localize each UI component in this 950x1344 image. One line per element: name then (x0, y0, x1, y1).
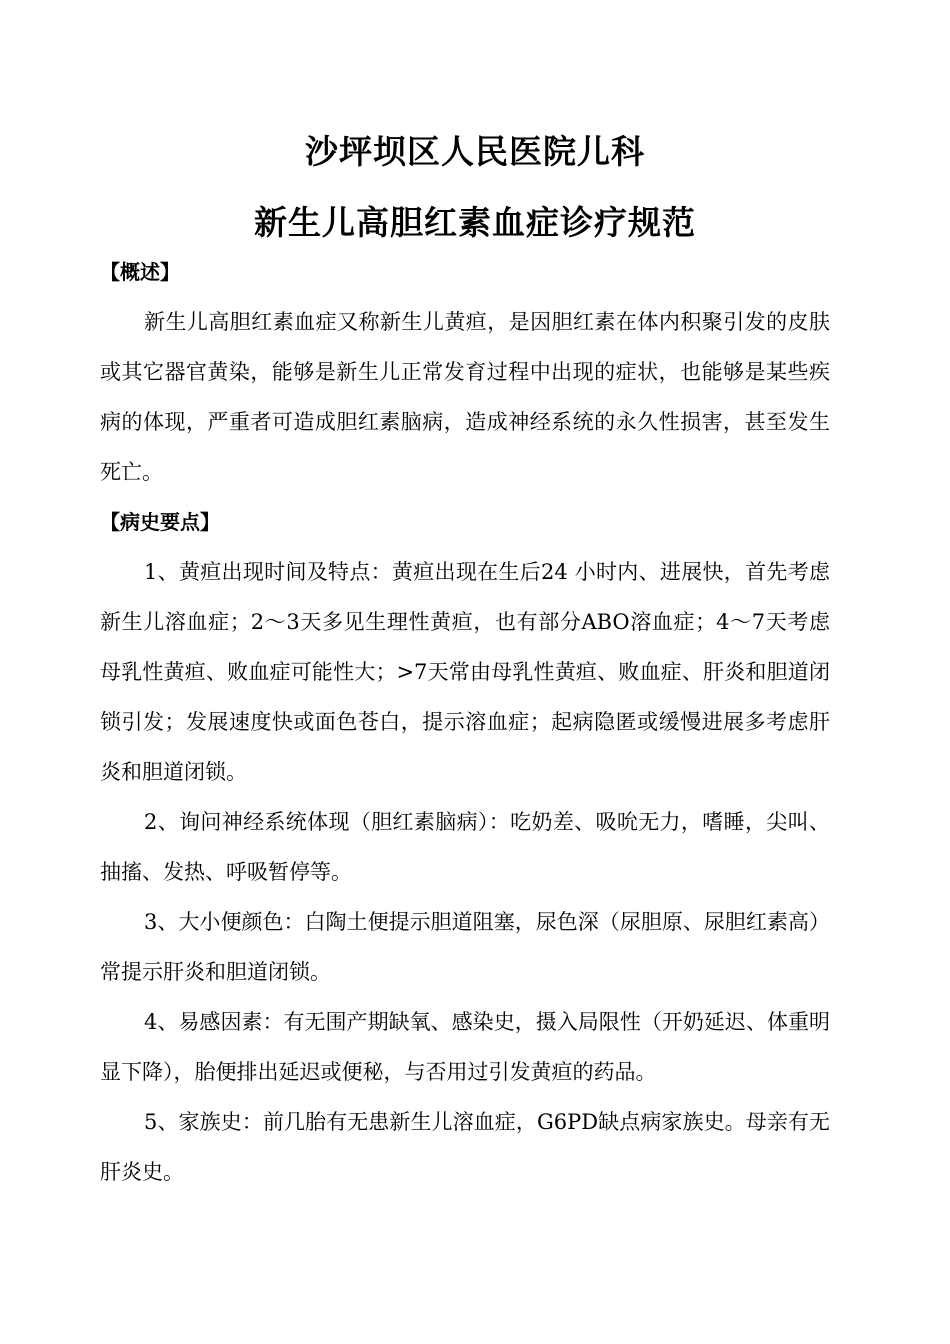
section-heading-overview: 【概述】 (100, 260, 180, 284)
history-item-risk-factors: 4、易感因素：有无围产期缺氧、感染史，摄入局限性（开奶延迟、体重明显下降），胎便排出延迟或便秘，与否用过引发黄疸的药品。 (100, 1010, 830, 1084)
section-heading-history: 【病史要点】 (100, 510, 220, 534)
history-item-family: 5、家族史：前几胎有无患新生儿溶血症，G6PD缺点病家族史。母亲有无肝炎史。 (100, 1110, 830, 1184)
overview-paragraph: 新生儿高胆红素血症又称新生儿黄疸，是因胆红素在体内积聚引发的皮肤或其它器官黄染，能够是新生儿正常发育过程中出现的症状，也能够是某些疾病的体现，严重者可造成胆红素脑病，造成神经系统的永久性损害，甚至发生死亡。 (100, 310, 830, 484)
document-title-hospital: 沙坪坝区人民医院儿科 (305, 132, 645, 171)
history-item-neuro: 2、询问神经系统体现（胆红素脑病）：吃奶差、吸吮无力，嗜睡，尖叫、抽搐、发热、呼吸暂停等。 (100, 810, 830, 884)
history-item-onset: 1、黄疸出现时间及特点：黄疸出现在生后24 小时内、进展快，首先考虑新生儿溶血症；2～3天多见生理性黄疸，也有部分ABO溶血症；4～7天考虑母乳性黄疸、败血症可能性大；>7天常由母乳性黄疸、败血症、肝炎和胆道闭锁引发；发展速度快或面色苍白，提示溶血症；起病隐匿或缓慢进展多考虑肝炎和胆道闭锁。 (100, 560, 830, 784)
history-item-stool-urine: 3、大小便颜色：白陶土便提示胆道阻塞，尿色深（尿胆原、尿胆红素高）常提示肝炎和胆道闭锁。 (100, 910, 830, 984)
document-title-topic: 新生儿高胆红素血症诊疗规范 (254, 203, 696, 242)
